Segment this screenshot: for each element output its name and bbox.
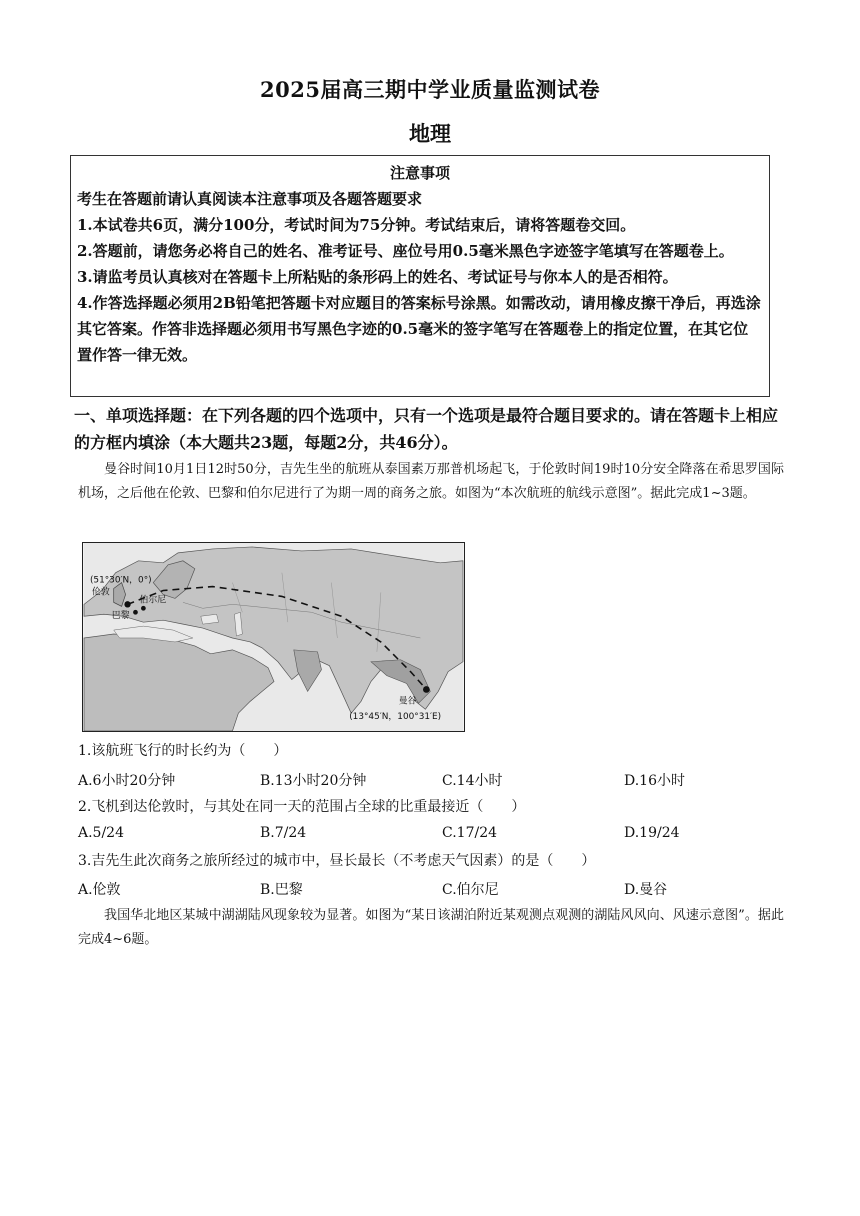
exam-subject: 地理 xyxy=(409,121,451,146)
option-b: B.7/24 xyxy=(260,825,307,841)
notice-line: 4.作答选择题必须用2B铅笔把答题卡对应题目的答案标号涂黑。如需改动，请用橡皮擦干净后，再选涂其它答案。作答非选择题必须用书写黑色字迹的0.5毫米的签字笔写在答题卷上的指定位置，在其它位置作答一律无效。 xyxy=(77,294,761,364)
notice-line: 2.答题前，请您务必将自己的姓名、准考证号、座位号用0.5毫米黑色字迹签字笔填写在答题卷上。 xyxy=(77,242,734,260)
map-label-bangkok-coord: (13°45′N，100°31′E) xyxy=(349,712,442,723)
option-a: A.5/24 xyxy=(78,825,124,841)
question-stem: 2.飞机到达伦敦时，与其处在同一天的范围占全球的比重最接近（ ） xyxy=(78,799,526,815)
option-d: D.16小时 xyxy=(624,773,685,789)
option-d: D.19/24 xyxy=(624,825,680,841)
section-heading: 一、单项选择题：在下列各题的四个选项中，只有一个选项是最符合题目要求的。请在答题卡上相应的方框内填涂（本大题共23题，每题2分，共46分）。 xyxy=(74,406,779,452)
option-a: A.伦敦 xyxy=(78,882,121,898)
option-b: B.巴黎 xyxy=(260,882,303,898)
exam-title: 2025届高三期中学业质量监测试卷 xyxy=(260,77,600,102)
option-b: B.13小时20分钟 xyxy=(260,773,367,789)
route-map xyxy=(82,542,465,732)
notice-box xyxy=(70,155,770,397)
passage-text: 我国华北地区某城中湖湖陆风现象较为显著。如图为“某日该湖泊附近某观测点观测的湖陆风风向、风速示意图”。据此完成4~6题。 xyxy=(78,908,784,947)
map-label-bangkok: 曼谷 xyxy=(398,696,417,707)
option-c: C.14小时 xyxy=(442,773,503,789)
option-c: C.17/24 xyxy=(442,825,498,841)
option-d: D.曼谷 xyxy=(624,882,668,898)
map-label-paris: 巴黎 xyxy=(111,611,130,622)
map-label-london-coord: (51°30′N，0°) xyxy=(89,575,152,586)
map-label-bern: 伯尔尼 xyxy=(139,595,167,606)
question-stem: 3.吉先生此次商务之旅所经过的城市中，昼长最长（不考虑天气因素）的是（ ） xyxy=(78,853,596,869)
notice-line: 考生在答题前请认真阅读本注意事项及各题答题要求 xyxy=(77,190,423,208)
option-a: A.6小时20分钟 xyxy=(78,773,176,789)
notice-heading: 注意事项 xyxy=(389,164,450,182)
notice-line: 1.本试卷共6页，满分100分，考试时间为75分钟。考试结束后，请将答题卷交回。 xyxy=(77,216,636,234)
option-c: C.伯尔尼 xyxy=(442,882,499,898)
question-options xyxy=(78,879,784,899)
route-map-figure xyxy=(83,543,464,731)
passage-text: 曼谷时间10月1日12时50分，吉先生坐的航班从泰国素万那普机场起飞，于伦敦时间19时10分安全降落在希思罗国际机场，之后他在伦敦、巴黎和伯尔尼进行了为期一周的商务之旅。如图为“本次航班的航线示意图”。据此完成1~3题。 xyxy=(78,462,784,501)
question-stem: 1.该航班飞行的时长约为（ ） xyxy=(78,743,288,759)
question-options xyxy=(78,770,784,790)
map-label-london: 伦敦 xyxy=(91,587,110,598)
question-options xyxy=(78,825,784,845)
notice-line: 3.请监考员认真核对在答题卡上所粘贴的条形码上的姓名、考试证号与你本人的是否相符。 xyxy=(77,268,678,286)
